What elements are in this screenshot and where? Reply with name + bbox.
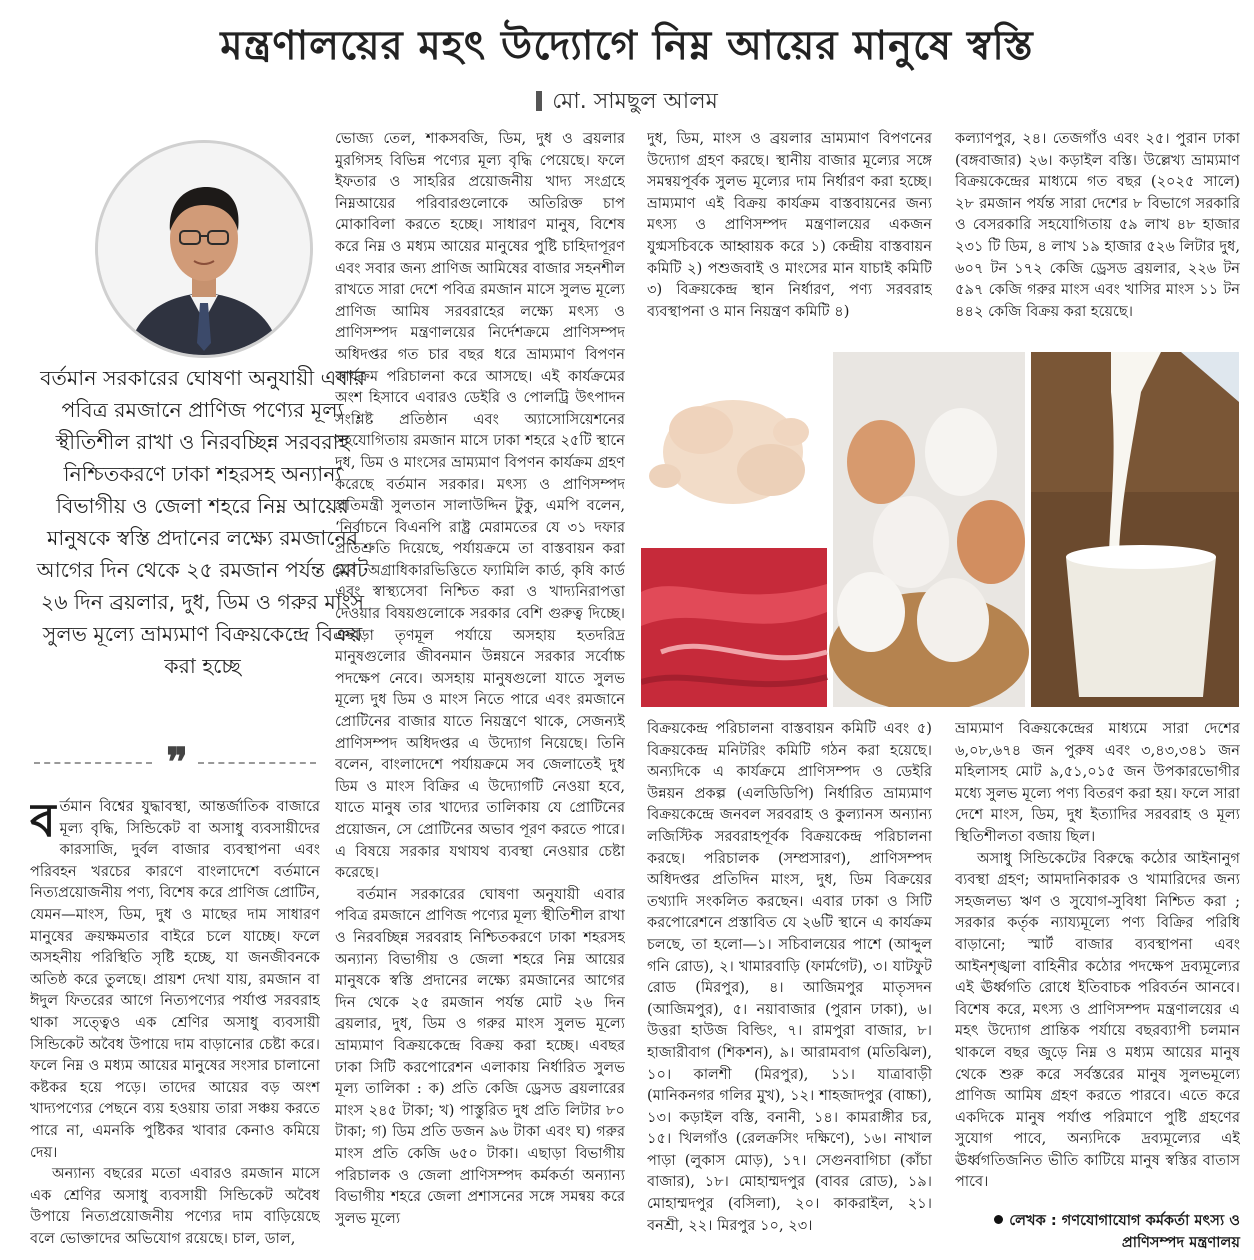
paragraph: বিক্রয়কেন্দ্র পরিচালনা বাস্তবায়ন কমিটি এবং ৫) বিক্রয়কেন্দ্র মনিটরিং কমিটি গঠন করা হয়েছে। অন্যদিকে এ কার্যক্রমে প্রাণিসম্পদ ও ডেইরি উন্নয়ন প্রকল্প (এলডিডিপি) নির্ধারিত ভ্রাম্যমাণ বিক্রয়কেন্দ্রে জনবল সরবরাহ ও কুল্যানস অন্যান্য লজিস্টিক সরবরাহপূর্বক বিক্রয়কেন্দ্র পরিচালনা করছে। পরিচালক (সম্প্রসারণ), প্রাণিসম্পদ অধিদপ্তর প্রতিদিন মাংস, দুধ, ডিম বিক্রয়ের তথ্যাদি সংকলিত করছেন। এবার ঢাকা ও সিটি করপোরেশনে প্রস্তাবিত যে ২৬টি স্থানে এ কার্যক্রম চলছে, তা হলো—১। সচিবালয়ের পাশে (আব্দুল গনি রোড), ২। খামারবাড়ি (ফার্মগেট), ৩। যাটফুট রোড (মিরপুর), ৪। আজিমপুর মাতৃসদন (আজিমপুর), ৫। নয়াবাজার (পুরান ঢাকা), ৬। উত্তরা হাউজ বিল্ডিং, ৭। রামপুরা বাজার, ৮। হাজারীবাগ (শিকশন), ৯। আরামবাগ (মতিঝিল), ১০। কালশী (মিরপুর), ১১। যাত্রাবাড়ী (মানিকনগর গলির মুখ), ১২। শাহজাদপুর (বাচ্চা), ১৩। কড়াইল বস্তি, বনানী, ১৪। কামরাঙ্গীর চর, ১৫। খিলগাঁও (রেলক্রসিং দক্ষিণে), ১৬। নাখাল পাড়া (লুকাস মোড়), ১৭। সেগুনবাগিচা (কাঁচা বাজার), ১৮। মোহাম্মদপুর (বাবর রোড), ১৯। মোহাম্মদপুর (বসিলা), ২০। কাকরাইল, ২১। বনশ্রী, ২২। মিরপুর ১০, ২৩। — [647, 720, 932, 1234]
column-1 — [30, 796, 320, 1256]
column-2 — [335, 128, 625, 1256]
milk-image — [1031, 352, 1239, 707]
column-3-bottom — [647, 718, 932, 1256]
meat-image — [641, 548, 827, 707]
paragraph: বর্তমান সরকারের ঘোষণা অনুযায়ী এবার পবিত্র রমজানে প্রাণিজ পণ্যের মূল্য স্থীতিশীল রাখা ও নিরবচ্ছিন্ন সরবরাহ নিশ্চিতকরণে ঢাকা শহরসহ অন্যান্য বিভাগীয় ও জেলা শহরে নিম্ন আয়ের মানুষকে স্বস্তি প্রদানের লক্ষ্যে রমজানের আগের দিন থেকে ২৫ রমজান পর্যন্ত মোট ২৬ দিন ব্রয়লার, দুধ, ডিম ও গরুর মাংস সুলভ মূল্যে ভ্রাম্যমাণ বিক্রয়কেন্দ্রে বিক্রয় করা হচ্ছে। এবছর ঢাকা সিটি করপোরেশন এলাকায় নির্ধারিত সুলভ মূল্য তালিকা : ক) প্রতি কেজি ড্রেসড ব্রয়লারের মাংস ২৪৫ টাকা; খ) পাস্তুরিত দুধ প্রতি লিটার ৮০ টাকা; গ) ডিম প্রতি ডজন ৯৬ টাকা এবং ঘ) গরুর মাংস প্রতি কেজি ৬৫০ টাকা। এছাড়া বিভাগীয় পরিচালক ও জেলা প্রাণিসম্পদ কর্মকর্তা অন্যান্য বিভাগীয় শহরে জেলা প্রশাসনের সঙ্গে সমন্বয় করে সুলভ মূল্যে — [335, 885, 625, 1227]
column-4-top — [955, 128, 1240, 344]
paragraph: বর্তমান বিশ্বের যুদ্ধাবস্থা, আন্তর্জাতিক বাজারে মূল্য বৃদ্ধি, সিন্ডিকেট বা অসাধু ব্যবসায়ীদের কারসাজি, দুর্বল বাজার ব্যবস্থাপনা এবং পরিবহন খরচের কারণে বাংলাদেশে বর্তমানে নিত্যপ্রয়োজনীয় পণ্য, বিশেষ করে প্রাণিজ প্রোটিন, যেমন—মাংস, ডিম, দুধ ও মাছের দাম সাধারণ মানুষের ক্রয়ক্ষমতার বাইরে চলে যাচ্ছে। ফলে অসহনীয় পরিস্থিতি সৃষ্টি হচ্ছে, যা জনজীবনকে অতিষ্ঠ করে তুলছে। প্রায়শ দেখা যায়, রমজান বা ঈদুল ফিতরের আগে নিত্যপণ্যের পর্যাপ্ত সরবরাহ থাকা সত্ত্বেও এক শ্রেণির অসাধু ব্যবসায়ী সিন্ডিকেট অবৈধ উপায়ে দাম বাড়ানোর চেষ্টা করে। ফলে নিম্ন ও মধ্যম আয়ের মানুষের সংসার চালানো কষ্টকর হয়ে পড়ে। তাদের আয়ের বড় অংশ খাদ্যপণ্যের পেছনে ব্যয় হওয়ায় তারা সঞ্চয় করতে পারে না, এমনকি পুষ্টিকর খাবার কেনাও কমিয়ে দেয়। — [30, 796, 320, 1161]
byline-marker — [536, 91, 542, 111]
bullet-icon — [994, 1215, 1003, 1224]
paragraph: ভ্রাম্যমাণ বিক্রয়কেন্দ্রের মাধ্যমে সারা দেশের ৬,০৮,৬৭৪ জন পুরুষ এবং ৩,৪৩,৩৪১ জন মহিলাসহ মোট ৯,৫১,০১৫ জন উপকারভোগীর মধ্যে সুলভ মূল্যে পণ্য বিতরণ করা হয়। ফলে সারা দেশে মাংস, ডিম, দুধ ইত্যাদির সরবরাহ ও মূল্য স্থিতিশীলতা বজায় ছিল। — [955, 720, 1240, 845]
byline-author: মো. সামছুল আলম — [552, 89, 718, 114]
paragraph: দুধ, ডিম, মাংস ও ব্রয়লার ভ্রাম্যমাণ বিপণনের উদ্যোগ গ্রহণ করছে। স্থানীয় বাজার মূল্যের সঙ্গে সমন্বয়পূর্বক সুলভ মূল্যের দাম নির্ধারণ করা হচ্ছে। ভ্রাম্যমাণ এই বিক্রয় কার্যক্রম বাস্তবায়নের জন্য মৎস্য ও প্রাণিসম্পদ মন্ত্রণালয়ের একজন যুগ্মসচিবকে আহ্বায়ক করে ১) কেন্দ্রীয় বাস্তবায়ন কমিটি ২) পশুজবাই ও মাংসের মান যাচাই কমিটি ৩) বিক্রয়কেন্দ্র স্থান নির্ধারণ, পণ্য সরবরাহ ব্যবস্থাপনা ও মান নিয়ন্ত্রণ কমিটি ৪) — [647, 130, 932, 320]
paragraph: অসাধু সিন্ডিকেটের বিরুদ্ধে কঠোর আইনানুগ ব্যবস্থা গ্রহণ; আমদানিকারক ও খামারিদের জন্য সহজলভ্য ঋণ ও সুযোগ-সুবিধা নিশ্চিত করা ; সরকার কর্তৃক ন্যায্যমূল্যে পণ্য বিক্রির পরিধি বাড়ানো; স্মার্ট বাজার ব্যবস্থাপনা এবং আইনশৃঙ্খলা বাহিনীর কঠোর পদক্ষেপ দ্রব্যমূল্যের এই ঊর্ধ্বগতি রোধে ইতিবাচক পরিবর্তন আনবে। বিশেষ করে, মৎস্য ও প্রাণিসম্পদ মন্ত্রণালয়ের এ মহৎ উদ্যোগ প্রান্তিক পর্যায়ে বছরব্যাপী চলমান থাকলে বছর জুড়ে নিম্ন ও মধ্যম আয়ের মানুষ থেকে শুরু করে সর্বস্তরের মানুষ সুলভমূল্যে প্রাণিজ আমিষ গ্রহণ করতে পারবে। এতে করে একদিকে মানুষ পর্যাপ্ত পরিমাণে পুষ্টি গ্রহণের সুযোগ পাবে, অন্যদিকে দ্রব্যমূল্যের এই ঊর্ধ্বগতিজনিত ভীতি কাটিয়ে মানুষ স্বস্তির বাতাস পাবে। — [955, 849, 1240, 1191]
eggs-image — [829, 352, 1029, 707]
column-4-bottom — [955, 718, 1240, 1206]
quote-divider-right — [198, 762, 316, 764]
paragraph: কল্যাণপুর, ২৪। তেজগাঁও এবং ২৫। পুরান ঢাকা (বঙ্গবাজার) ২৬। কড়াইল বস্তি। উল্লেখ্য ভ্রাম্যমাণ বিক্রয়কেন্দ্রের মাধ্যমে গত বছর (২০২৫ সালে) ২৮ রমজান পর্যন্ত সারা দেশের ৮ বিভাগে সরকারি ও বেসরকারি সহযোগিতায় ৫৯ লাখ ৪৮ হাজার ২৩১ টি ডিম, ৪ লাখ ১৯ হাজার ৫২৬ লিটার দুধ, ৬০৭ টন ১৭২ কেজি ড্রেসড ব্রয়লার, ২২৬ টন ৫৯৭ কেজি গরুর মাংস এবং খাসির মাংস ১১ টন ৪৪২ কেজি বিক্রয় করা হয়েছে। — [955, 130, 1240, 320]
pull-quote: বর্তমান সরকারের ঘোষণা অনুযায়ী এবার পবিত্র রমজানে প্রাণিজ পণ্যের মূল্য স্থীতিশীল রাখা ও নিরবচ্ছিন্ন সরবরাহ নিশ্চিতকরণে ঢাকা শহরসহ অন্যান্য বিভাগীয় ও জেলা শহরে নিম্ন আয়ের মানুষকে স্বস্তি প্রদানের লক্ষ্যে রমজানের আগের দিন থেকে ২৫ রমজান পর্যন্ত মোট ২৬ দিন ব্রয়লার, দুধ, ডিম ও গরুর মাংস সুলভ মূল্যে ভ্রাম্যমাণ বিক্রয়কেন্দ্রে বিক্রয় করা হচ্ছে — [36, 366, 369, 678]
headline: মন্ত্রণালয়ের মহৎ উদ্যোগে নিম্ন আয়ের মানুষে স্বস্তি — [220, 23, 1034, 69]
byline — [0, 84, 1254, 121]
chicken-image — [641, 352, 827, 542]
author-note: লেখক : গণযোগাযোগ কর্মকর্তা মৎস্য ও প্রাণিসম্পদ মন্ত্রণালয় — [955, 1210, 1240, 1254]
paragraph: অন্যান্য বছরের মতো এবারও রমজান মাসে এক শ্রেণির অসাধু ব্যবসায়ী সিন্ডিকেট অবৈধ উপায়ে নিত্যপ্রয়োজনীয় পণ্যের দাম বাড়িয়েছে বলে ভোক্তাদের অভিযোগ রয়েছে। চাল, ডাল, — [30, 1165, 320, 1247]
dropcap: ব — [30, 796, 56, 847]
author-photo — [95, 140, 313, 358]
quote-icon: ❞ — [166, 739, 188, 786]
column-3-top — [647, 128, 932, 344]
food-images — [641, 352, 1239, 707]
quote-divider-left — [34, 762, 152, 764]
paragraph: ভোজ্য তেল, শাকসবজি, ডিম, দুধ ও ব্রয়লার মুরগিসহ বিভিন্ন পণ্যের মূল্য বৃদ্ধি পেয়েছে। ফলে ইফতার ও সাহরির প্রয়োজনীয় খাদ্য সংগ্রহে নিম্নআয়ের পরিবারগুলোকে অতিরিক্ত চাপ মোকাবিলা করতে হচ্ছে। সাধারণ মানুষ, বিশেষ করে নিম্ন ও মধ্যম আয়ের মানুষের পুষ্টি চাহিদাপূরণ এবং সবার জন্য প্রাণিজ আমিষের বাজার সহনশীল রাখতে সারা দেশে পবিত্র রমজান মাসে সুলভ মূল্যে প্রাণিজ আমিষ সরবরাহের লক্ষ্যে মৎস্য ও প্রাণিসম্পদ মন্ত্রণালয়ের নির্দেশক্রমে প্রাণিসম্পদ অধিদপ্তর গত চার বছর ধরে ভ্রাম্যমাণ বিপণন কার্যক্রম পরিচালনা করে আসছে। এই কার্যক্রমের অংশ হিসাবে এবারও ডেইরি ও পোলট্রি উৎপাদন সংশ্লিষ্ট প্রতিষ্ঠান এবং অ্যাসোসিয়েশনের সহযোগিতায় রমজান মাসে ঢাকা শহরে ২৫টি স্থানে দুধ, ডিম ও মাংসের ভ্রাম্যমাণ বিপণন কার্যক্রম গ্রহণ করেছে বর্তমান সরকার। মৎস্য ও প্রাণিসম্পদ প্রতিমন্ত্রী সুলতান সালাউদ্দিন টুকু, এমপি বলেন, ‘নির্বাচনে বিএনপি রাষ্ট্র মেরামতের যে ৩১ দফার প্রতিশ্রুতি দিয়েছে, পর্যায়ক্রমে তা বাস্তবায়ন করা হবে। অগ্রাধিকারভিত্তিতে ফ্যামিলি কার্ড, কৃষি কার্ড এবং স্বাস্থ্যসেবা নিশ্চিত করা ও খাদ্যনিরাপত্তা দেওয়ার বিষয়গুলোকে সরকার বেশি গুরুত্ব দিচ্ছে। এছাড়া তৃণমূল পর্যায়ে অসহায় হতদরিদ্র মানুষগুলোর জীবনমান উন্নয়নে সরকার সর্বোচ্চ পদক্ষেপ নেবে। অসহায় মানুষগুলো যাতে সুলভ মূল্যে দুধ ডিম ও মাংস নিতে পারে এবং রমজানে প্রোটিনের বাজার যাতে নিয়ন্ত্রণে থাকে, সেজন্যই প্রাণিসম্পদ অধিদপ্তর এ উদ্যোগ নিয়েছে। তিনি বলেন, বাংলাদেশে পর্যায়ক্রমে সব জেলাতেই দুধ ডিম ও মাংস বিক্রির এ উদ্যোগটি নেওয়া হবে, যাতে মানুষ তার খাদ্যের তালিকায় যে প্রোটিনের প্রয়োজন, সে প্রোটিনের অভাব পূরণ করতে পারে। এ বিষয়ে সরকার যথাযথ ব্যবস্থা নেওয়ার চেষ্টা করেছে। — [335, 130, 625, 882]
